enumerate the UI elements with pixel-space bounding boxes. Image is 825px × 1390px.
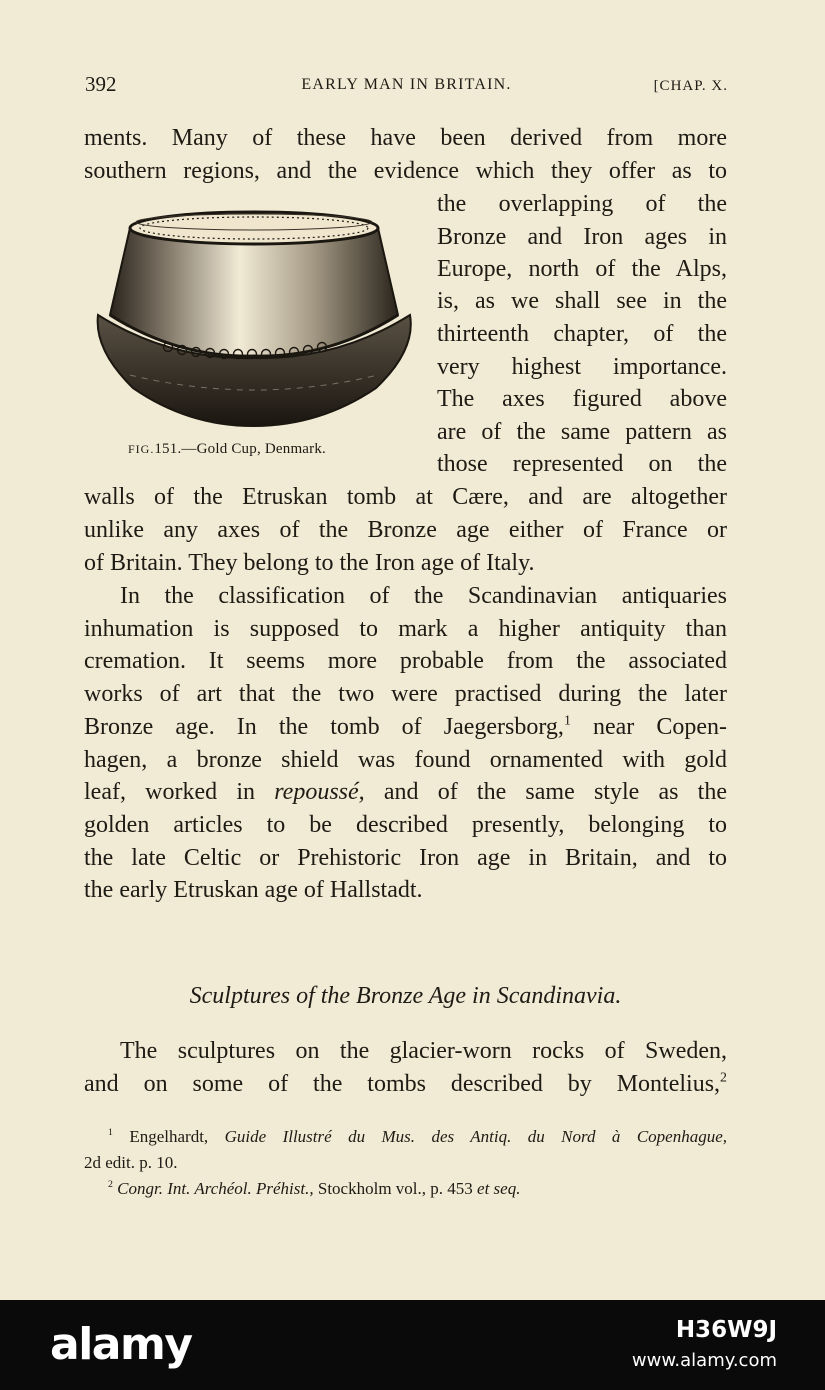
chapter-label: [CHAP. X. (653, 78, 728, 94)
text-line: thirteenth chapter, of the (437, 321, 727, 347)
watermark-bar (0, 1300, 825, 1390)
text-line: ments. Many of these have been derived from more (84, 125, 727, 151)
footnote-text: et seq. (477, 1179, 521, 1198)
footnote-marker: 2 (108, 1179, 113, 1191)
text-line: inhumation is supposed to mark a higher antiquity than (84, 616, 727, 642)
running-header (85, 72, 728, 102)
text-line: The axes figured above (437, 386, 727, 412)
text-line: very highest importance. (437, 354, 727, 380)
text-line: is, as we shall see in the (437, 288, 727, 314)
footnote-author: Engelhardt, (129, 1127, 209, 1146)
text-line: walls of the Etruskan tomb at Cære, and are altogether (84, 484, 727, 510)
gold-cup-illustration (88, 200, 418, 435)
text-line: Bronze and Iron ages in (437, 224, 727, 250)
text-line (84, 1068, 727, 1100)
section-heading: Sculptures of the Bronze Age in Scandinavia. (189, 983, 622, 1009)
site-url: www.alamy.com (631, 1350, 777, 1371)
image-id: H36W9J (675, 1317, 777, 1343)
footnote-title: Congr. Int. Archéol. Préhist., (117, 1179, 314, 1198)
text-line: cremation. It seems more probable from the associated (84, 648, 727, 674)
text-fragment: Bronze age. In the tomb of Jaegersborg, (84, 714, 564, 740)
text-line: the early Etruskan age of Hallstadt. (84, 877, 423, 903)
text-line (84, 711, 727, 743)
text-line: southern regions, and the evidence which they offer as to (84, 158, 727, 184)
text-line (84, 776, 727, 808)
footnote-1-continued: 2d edit. p. 10. (84, 1153, 178, 1172)
text-line: works of art that the two were practised during the later (84, 681, 727, 707)
text-line: unlike any axes of the Bronze age either of France or (84, 517, 727, 543)
text-line: of Britain. They belong to the Iron age of Italy. (84, 550, 535, 576)
text-fragment: and of the same style as the (364, 779, 727, 805)
text-line: those represented on the (437, 451, 727, 477)
text-fragment: leaf, worked in (84, 779, 256, 805)
figure-caption-text: 151.—Gold Cup, Denmark. (154, 441, 327, 457)
alamy-logo: alamy (50, 1319, 192, 1370)
footnote-ref: 2 (720, 1070, 727, 1086)
footnote-2 (84, 1176, 727, 1202)
footnote-text: Stockholm vol., p. 453 (313, 1179, 478, 1198)
paragraph-first-line: The sculptures on the glacier-worn rocks of Sweden, (120, 1038, 727, 1064)
text-fragment: near Copen- (570, 714, 728, 740)
text-line: hagen, a bronze shield was found ornamented with gold (84, 747, 727, 773)
text-line: Europe, north of the Alps, (437, 256, 727, 282)
page-number: 392 (85, 72, 117, 96)
footnote-1 (84, 1124, 727, 1150)
text-line: the overlapping of the (437, 191, 727, 217)
figure-caption (128, 441, 326, 458)
footnote-marker: 1 (108, 1127, 113, 1139)
text-fragment: and on some of the tombs described by Montelius, (84, 1071, 721, 1097)
paragraph-first-line: In the classification of the Scandinavian antiquaries (120, 583, 727, 609)
figure-label: FIG. (128, 442, 155, 456)
text-line: are of the same pattern as (437, 419, 727, 445)
running-title: EARLY MAN IN BRITAIN. (301, 76, 512, 93)
footnote-title: Guide Illustré du Mus. des Antiq. du Nord à Copenhague, (224, 1127, 727, 1146)
footnote-ref: 1 (563, 713, 571, 729)
italic-term: repoussé, (274, 779, 365, 805)
text-line: golden articles to be described presently, belonging to (84, 812, 727, 838)
text-line: the late Celtic or Prehistoric Iron age in Britain, and to (84, 845, 727, 871)
